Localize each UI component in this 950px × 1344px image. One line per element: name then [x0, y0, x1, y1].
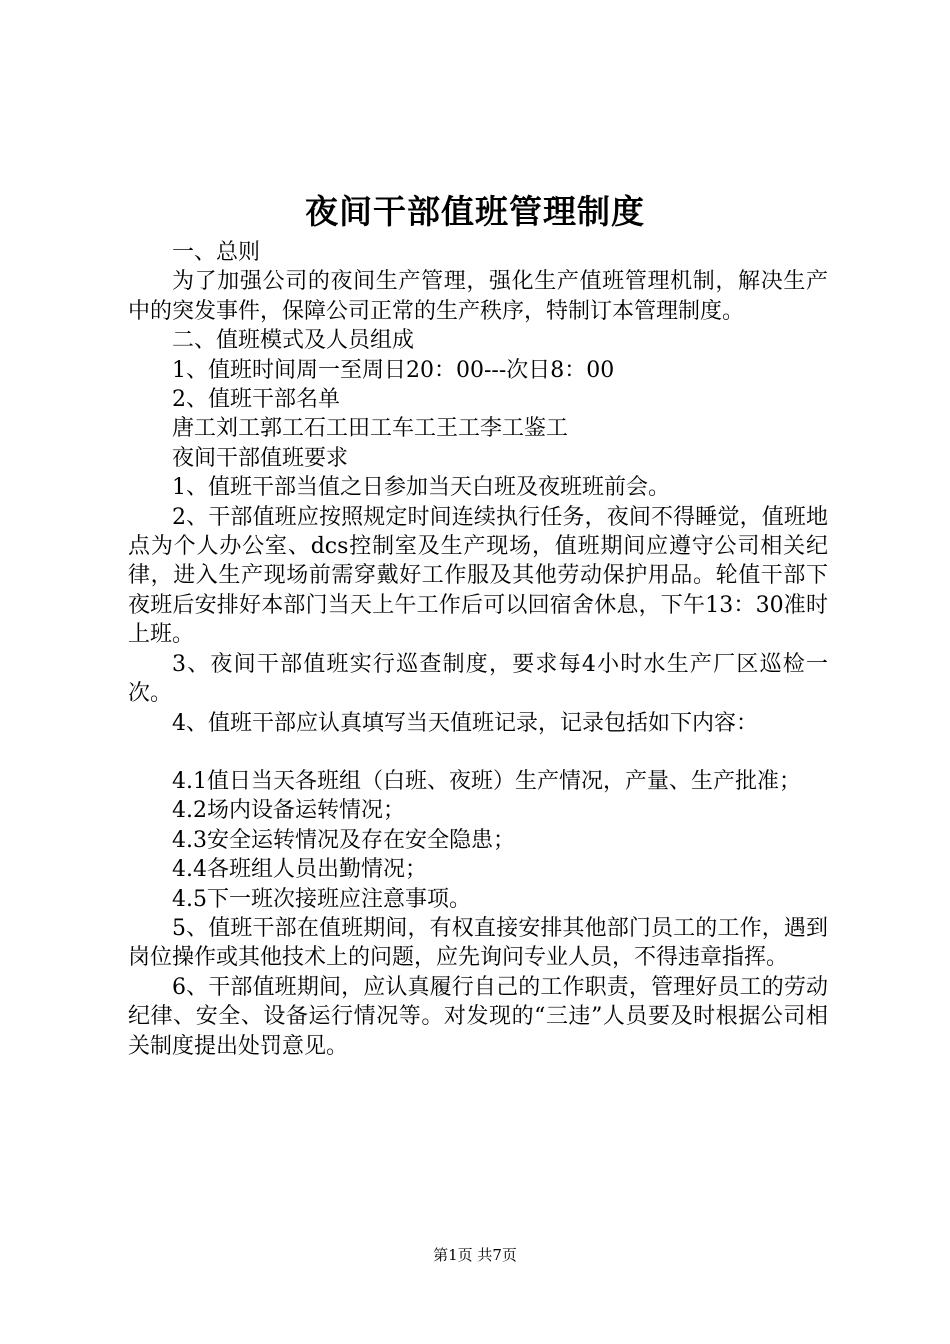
paragraph-rule-2: 2、干部值班应按照规定时间连续执行任务，夜间不得睡觉，值班地点为个人办公室、dcs控制室及生产现场，值班期间应遵守公司相关纪律，进入生产现场前需穿戴好工作服及其他劳动保护用品。轮值干部下夜班后安排好本部门当天上午工作后可以回宿舍休息，下午13：30准时上班。	[128, 504, 828, 648]
blank-line	[128, 738, 828, 767]
paragraph-rule-4-5: 4.5下一班次接班应注意事项。	[172, 886, 471, 912]
paragraph-rule-1: 1、值班干部当值之日参加当天白班及夜班班前会。	[172, 475, 670, 501]
document-body	[128, 238, 828, 1061]
paragraph-duty-list-heading: 2、值班干部名单	[172, 387, 340, 413]
paragraph-purpose: 为了加强公司的夜间生产管理，强化生产值班管理机制，解决生产中的突发事件，保障公司正常的生产秩序，特制订本管理制度。	[128, 269, 828, 324]
paragraph-duty-time: 1、值班时间周一至周日20：00---次日8：00	[172, 357, 615, 383]
paragraph-rule-4-1: 4.1值日当天各班组（白班、夜班）生产情况，产量、生产批准；	[172, 768, 801, 794]
paragraph-rule-5: 5、值班干部在值班期间，有权直接安排其他部门员工的工作，遇到岗位操作或其他技术上的问题，应先询问专业人员，不得违章指挥。	[128, 915, 828, 971]
paragraph-section-1: 一、总则	[172, 240, 261, 265]
paragraph-rule-3: 3、夜间干部值班实行巡查制度，要求每4小时水生产厂区巡检一次。	[128, 651, 828, 707]
paragraph-rule-6: 6、干部值班期间，应认真履行自己的工作职责，管理好员工的劳动纪律、安全、设备运行情况等。对发现的“三违”人员要及时根据公司相关制度提出处罚意见。	[128, 974, 828, 1059]
paragraph-duty-names: 唐工刘工郭工石工田工车工王工李工鉴工	[172, 416, 569, 442]
paragraph-rule-4-3: 4.3安全运转情况及存在安全隐患；	[172, 827, 515, 853]
document-title: 夜间干部值班管理制度	[305, 192, 645, 231]
paragraph-section-2: 二、值班模式及人员组成	[172, 328, 415, 354]
paragraph-rule-4-2: 4.2场内设备运转情况；	[172, 798, 405, 824]
paragraph-rule-4: 4、值班干部应认真填写当天值班记录，记录包括如下内容：	[172, 710, 758, 736]
paragraph-requirements-heading: 夜间干部值班要求	[172, 445, 349, 471]
page-footer: 第1页 共7页	[433, 1246, 517, 1264]
paragraph-rule-4-4: 4.4各班组人员出勤情况；	[172, 857, 427, 883]
